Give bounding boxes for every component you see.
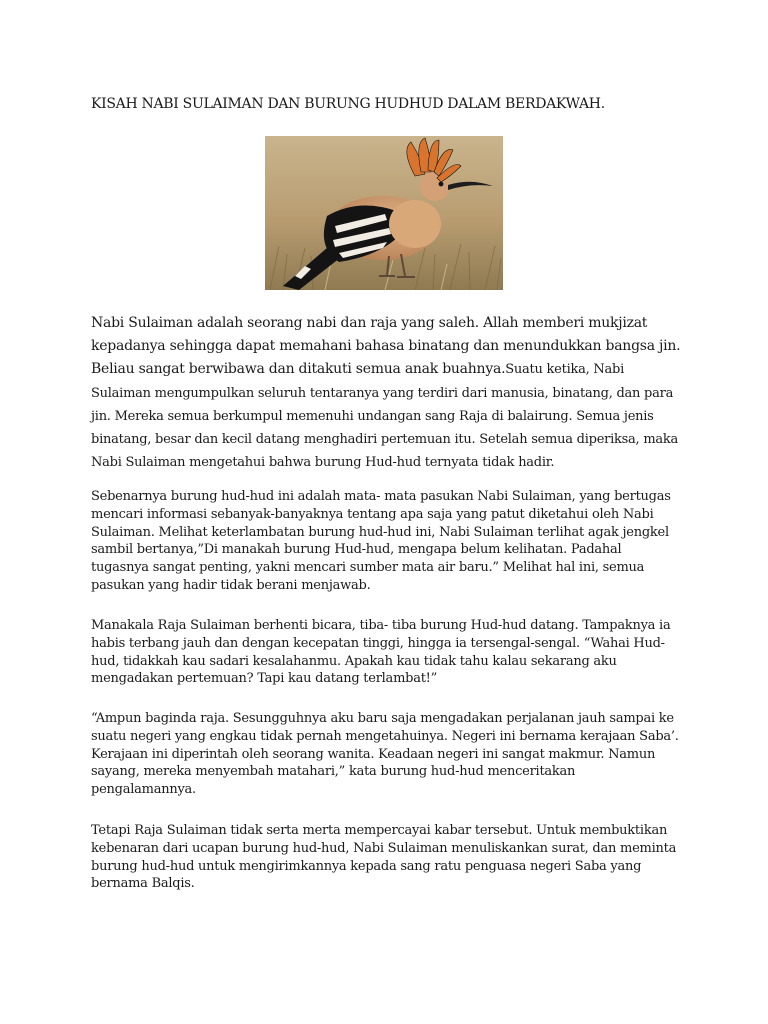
- paragraph-1-lead: Nabi Sulaiman adalah seorang nabi dan raja yang saleh. Allah memberi mukjizat kepadanya sehingga dapat memahani bahasa binatang dan menundukkan bangsa jin. Beliau sangat berwibawa dan ditakuti semua anak buahnya.: [91, 315, 681, 378]
- document-title: KISAH NABI SULAIMAN DAN BURUNG HUDHUD DALAM BERDAKWAH.: [91, 96, 605, 112]
- paragraph-2: Sebenarnya burung hud-hud ini adalah mata- mata pasukan Nabi Sulaiman, yang bertugas mencari informasi sebanyak-banyaknya tentang apa saja yang patut diketahui oleh Nabi Sulaiman. Melihat keterlambatan burung hud-hud ini, Nabi Sulaiman terlihat agak jengkel sambil bertanya,”Di manakah burung Hud-hud, mengapa belum kelihatan. Padahal tugasnya sangat penting, yakni mencari sumber mata air baru.” Melihat hal ini, semua pasukan yang hadir tidak berani menjawab.: [91, 489, 671, 593]
- paragraph-4: “Ampun baginda raja. Sesungguhnya aku baru saja mengadakan perjalanan jauh sampai ke suatu negeri yang engkau tidak pernah mengetahuinya. Negeri ini bernama kerajaan Saba’. Kerajaan ini diperintah oleh seorang wanita. Keadaan negeri ini sangat makmur. Namun sayang, mereka menyembah matahari,” kata burung hud-hud menceritakan pengalamannya.: [91, 711, 679, 798]
- paragraph-3: Manakala Raja Sulaiman berhenti bicara, tiba- tiba burung Hud-hud datang. Tampaknya ia habis terbang jauh dan dengan kecepatan tinggi, hingga ia tersengal-sengal. “Wahai Hud-hud, tidakkah kau sadari kesalahanmu. Apakah kau tidak tahu kalau sekarang aku mengadakan pertemuan? Tapi kau datang terlambat!”: [91, 618, 671, 687]
- hoopoe-bird-image: [265, 136, 503, 290]
- paragraph-5: Tetapi Raja Sulaiman tidak serta merta mempercayai kabar tersebut. Untuk membuktikan kebenaran dari ucapan burung hud-hud, Nabi Sulaiman menuliskankan surat, dan meminta burung hud-hud untuk mengirimkannya kepada sang ratu penguasa negeri Saba yang bernama Balqis.: [91, 823, 677, 892]
- paragraph-1: [91, 312, 683, 474]
- paragraph-1-rest: Suatu ketika, Nabi Sulaiman mengumpulkan seluruh tentaranya yang terdiri dari manusia, binatang, dan para jin. Mereka semua berkumpul memenuhi undangan sang Raja di balairung. Semua jenis binatang, besar dan kecil datang menghadiri pertemuan itu. Setelah semua diperiksa, maka Nabi Sulaiman mengetahui bahwa burung Hud-hud ternyata tidak hadir.: [91, 362, 679, 471]
